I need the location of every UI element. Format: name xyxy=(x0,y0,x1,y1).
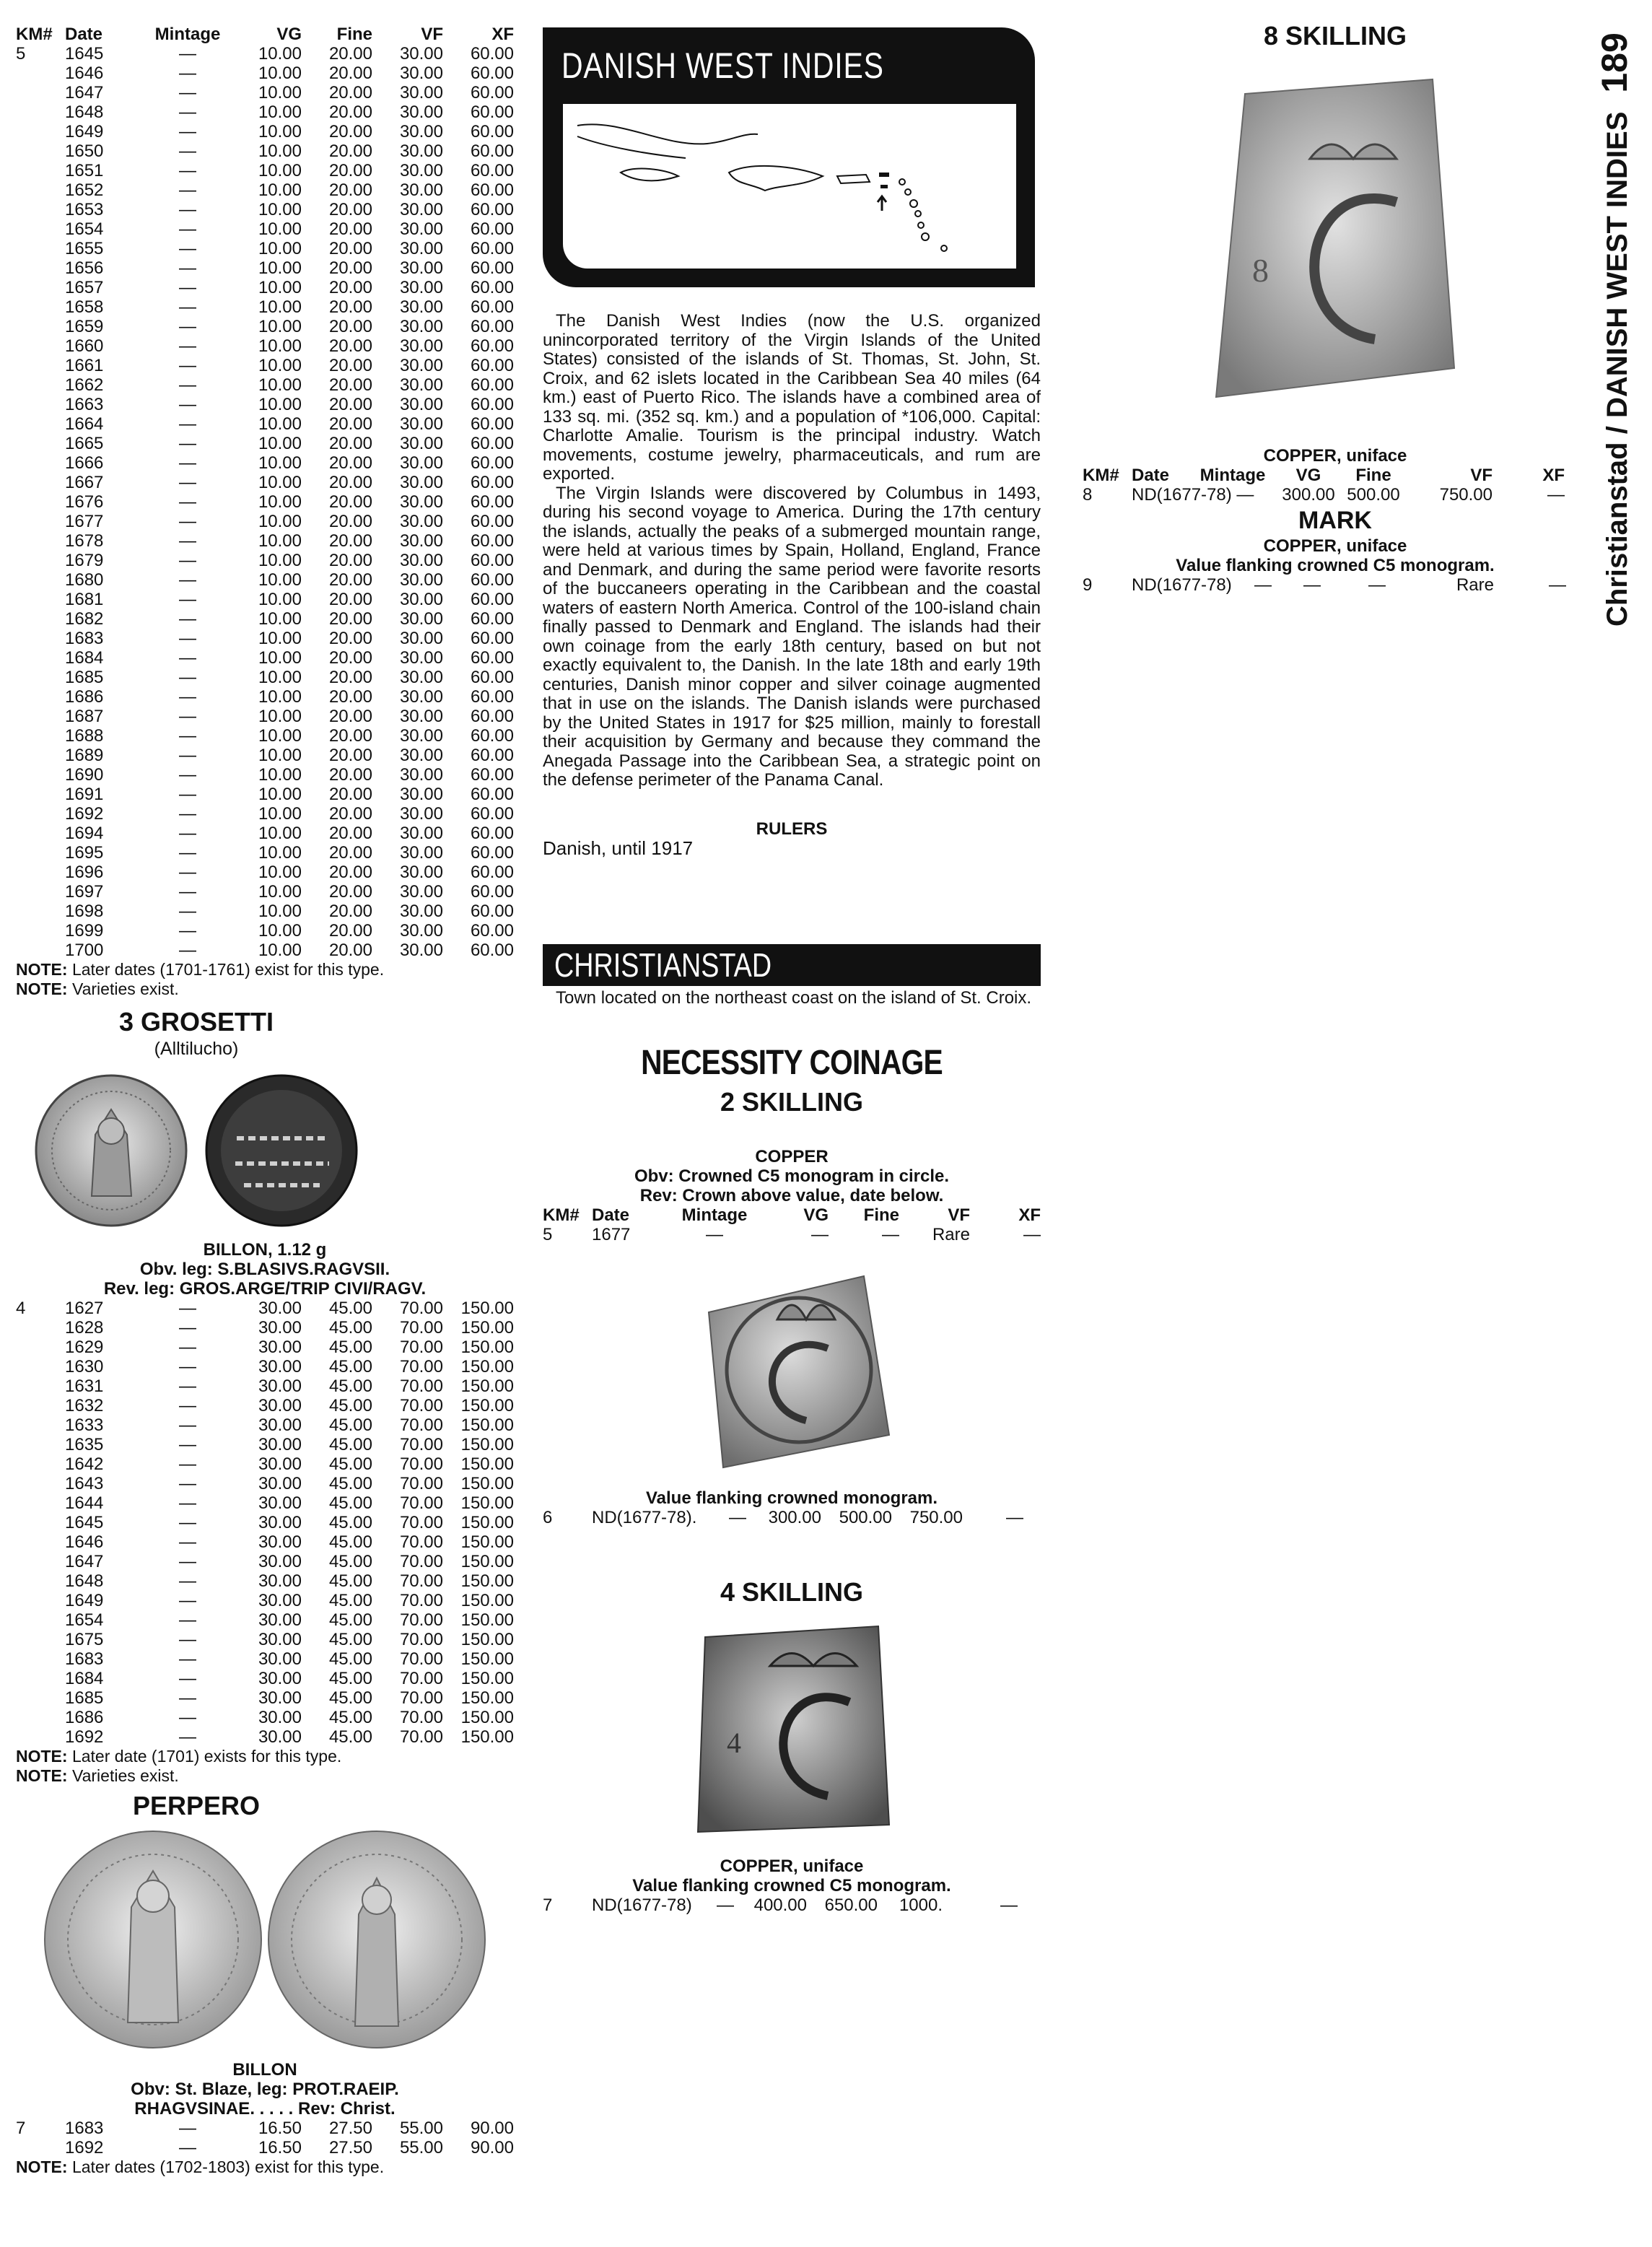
table-row: 9 ND(1677-78) — — — Rare — xyxy=(1083,575,1566,595)
hdr-xf: XF xyxy=(1018,1205,1041,1225)
sk2-obverse: Obv: Crowned C5 monogram in circle. xyxy=(634,1166,950,1186)
column-right xyxy=(1083,0,1588,595)
table-row: 1656 — 10.00 20.00 30.00 60.00 xyxy=(65,258,514,278)
table-row: 1679 — 10.00 20.00 30.00 60.00 xyxy=(65,551,514,570)
grosetti-obverse-legend: Obv. leg: S.BLASIVS.RAGVSII. xyxy=(139,1260,390,1279)
km8-table xyxy=(1083,466,1565,505)
perpero-obverse-legend: Obv: St. Blaze, leg: PROT.RAEIP. xyxy=(131,2080,399,2099)
perpero-images xyxy=(16,1828,514,2051)
hdr-km: KM# xyxy=(16,25,53,44)
table-row: 1667 — 10.00 20.00 30.00 60.00 xyxy=(65,473,514,492)
hdr-vf: VF xyxy=(948,1205,970,1225)
km7-note-dates: NOTE: Later dates (1702-1803) exist for this type. xyxy=(16,2157,385,2176)
table-row: 7 ND(1677-78) — 400.00 650.00 1000. — xyxy=(543,1895,1018,1915)
table-row: 1644 — 30.00 45.00 70.00 150.00 xyxy=(65,1493,514,1513)
hdr-date: Date xyxy=(592,1205,630,1225)
table-row: 5 1645 — 10.00 20.00 30.00 60.00 xyxy=(16,44,514,64)
rulers-text: Danish, until 1917 xyxy=(543,837,694,859)
table-header xyxy=(543,1205,1041,1225)
table-row: 1632 — 30.00 45.00 70.00 150.00 xyxy=(65,1396,514,1415)
table-row: 6 ND(1677-78). — 300.00 500.00 750.00 — xyxy=(543,1507,1023,1527)
table-row: 1631 — 30.00 45.00 70.00 150.00 xyxy=(65,1376,514,1396)
grosetti-reverse-legend: Rev. leg: GROS.ARGE/TRIP CIVI/RAGV. xyxy=(103,1279,427,1299)
table-row: 1692 — 16.50 27.50 55.00 90.00 xyxy=(65,2138,514,2157)
table-row: 1697 — 10.00 20.00 30.00 60.00 xyxy=(65,882,514,902)
table-row: 1700 — 10.00 20.00 30.00 60.00 xyxy=(65,941,514,960)
hdr-fine: Fine xyxy=(336,25,372,44)
perpero-reverse-image xyxy=(265,1828,489,2051)
mint-title: CHRISTIANSTAD xyxy=(554,946,772,984)
perpero-reverse-legend: RHAGVSINAE. . . . . Rev: Christ. xyxy=(134,2099,395,2119)
hdr-vg: VG xyxy=(276,25,302,44)
table-row: 1649 — 10.00 20.00 30.00 60.00 xyxy=(65,122,514,141)
sk8-coin-image xyxy=(1202,65,1469,426)
hdr-date: Date xyxy=(1132,466,1170,485)
grosetti-images xyxy=(16,1070,377,1231)
table-row: 1646 — 30.00 45.00 70.00 150.00 xyxy=(65,1532,514,1552)
table-row: 1678 — 10.00 20.00 30.00 60.00 xyxy=(65,531,514,551)
page-number: 189 xyxy=(1594,32,1635,93)
km4-table xyxy=(16,1299,514,1747)
running-head xyxy=(1588,0,1646,635)
running-head-title: Christianstad / DANISH WEST INDIES xyxy=(1601,111,1633,627)
table-row: 1684 — 30.00 45.00 70.00 150.00 xyxy=(65,1669,514,1688)
table-row: 1680 — 10.00 20.00 30.00 60.00 xyxy=(65,570,514,590)
mark-metal: COPPER, uniface xyxy=(1263,536,1407,556)
mint-banner xyxy=(543,944,1041,986)
km5-note-dates: NOTE: Later dates (1701-1761) exist for this type. xyxy=(16,960,385,979)
perpero-metal: BILLON xyxy=(232,2060,297,2080)
km5-table xyxy=(16,25,514,960)
km4-note-date: NOTE: Later date (1701) exists for this type. xyxy=(16,1747,342,1766)
hdr-fine: Fine xyxy=(1355,466,1391,485)
km7-table-christianstad xyxy=(543,1895,1018,1915)
table-row: 1651 — 10.00 20.00 30.00 60.00 xyxy=(65,161,514,180)
table-row: 1690 — 10.00 20.00 30.00 60.00 xyxy=(65,765,514,785)
table-row: 1628 — 30.00 45.00 70.00 150.00 xyxy=(65,1318,514,1338)
intro-paragraph-1: The Danish West Indies (now the U.S. organized unincorporated territory of the Virgin Islands of the United States) consisted of the islands of St. Thomas, St. John, St. Croix, and 62 islets located in the Caribbean Sea 40 miles (64 km.) east of Puerto Rico. The islands have a combined area of 133 sq. mi. (352 sq. km.) and a population of *106,000. Capital: Charlotte Amalie. Tourism is the principal industry. Watch movements, costume jewelry, pharmaceuticals, and rum are exported. xyxy=(543,311,1041,484)
sk4-coin-image xyxy=(683,1615,900,1846)
grosetti-reverse-image xyxy=(201,1070,362,1231)
grosetti-heading: 3 GROSETTI xyxy=(118,1007,274,1037)
table-row: 1648 — 30.00 45.00 70.00 150.00 xyxy=(65,1571,514,1591)
table-row: 1698 — 10.00 20.00 30.00 60.00 xyxy=(65,902,514,921)
table-row: 1642 — 30.00 45.00 70.00 150.00 xyxy=(65,1454,514,1474)
intro-paragraph-2: The Virgin Islands were discovered by Columbus in 1493, during his second voyage to America. During the 17th century the islands, actually the peaks of a submerged mountain range, were held at various times by Spain, Holland, England, France and Denmark, and during the same period were favorite resorts of the buccaneers operating in the Caribbean and the coastal waters of eastern North America. Control of the 100-island chain finally passed to Denmark and England. The islands had their own coinage from the early 18th century, based on but not exactly equivalent to, the Danish. In the late 18th and early 19th centuries, Danish minor copper and silver coinage augmented that in use on the islands. The Danish islands were purchased by the United States in 1917 for $25 million, mainly to forestall their acquisition by Germany and because they command the Anegada Passage into the Caribbean Sea, a strategic point on the defense perimeter of the Panama Canal. xyxy=(543,483,1041,790)
column-left xyxy=(16,0,514,2177)
sk2-metal: COPPER xyxy=(755,1146,829,1166)
hdr-mintage: Mintage xyxy=(154,25,221,44)
table-row: 1683 — 10.00 20.00 30.00 60.00 xyxy=(65,629,514,648)
km5-christianstad-table xyxy=(543,1205,1041,1244)
table-row: 1652 — 10.00 20.00 30.00 60.00 xyxy=(65,180,514,200)
running-head-text xyxy=(1594,32,1635,627)
km7-description: Value flanking crowned C5 monogram. xyxy=(632,1875,951,1895)
table-row: 1660 — 10.00 20.00 30.00 60.00 xyxy=(65,336,514,356)
sk8-image-wrap xyxy=(1083,65,1588,426)
table-row: 1692 — 10.00 20.00 30.00 60.00 xyxy=(65,804,514,824)
sk2-image-wrap xyxy=(543,1262,1041,1478)
grosetti-metal: BILLON, 1.12 g xyxy=(203,1240,327,1260)
km6-table xyxy=(543,1508,1023,1527)
table-row: 1663 — 10.00 20.00 30.00 60.00 xyxy=(65,395,514,414)
table-row: 1675 — 30.00 45.00 70.00 150.00 xyxy=(65,1630,514,1649)
table-row: 1664 — 10.00 20.00 30.00 60.00 xyxy=(65,414,514,434)
table-row: 1688 — 10.00 20.00 30.00 60.00 xyxy=(65,726,514,746)
svg-text:4: 4 xyxy=(727,1726,741,1759)
table-row: 1648 — 10.00 20.00 30.00 60.00 xyxy=(65,102,514,122)
mark-heading: MARK xyxy=(1298,507,1372,534)
table-row: 1676 — 10.00 20.00 30.00 60.00 xyxy=(65,492,514,512)
table-row: 1630 — 30.00 45.00 70.00 150.00 xyxy=(65,1357,514,1376)
table-row: 1692 — 30.00 45.00 70.00 150.00 xyxy=(65,1727,514,1747)
table-row: 1646 — 10.00 20.00 30.00 60.00 xyxy=(65,64,514,83)
table-row: 1686 — 30.00 45.00 70.00 150.00 xyxy=(65,1708,514,1727)
table-row: 1649 — 30.00 45.00 70.00 150.00 xyxy=(65,1591,514,1610)
km4-rows xyxy=(16,1299,514,1747)
table-row: 1677 — 10.00 20.00 30.00 60.00 xyxy=(65,512,514,531)
table-row: 1699 — 10.00 20.00 30.00 60.00 xyxy=(65,921,514,941)
sk2-coin-image xyxy=(683,1262,900,1478)
table-row: 1658 — 10.00 20.00 30.00 60.00 xyxy=(65,297,514,317)
table-row: 1685 — 10.00 20.00 30.00 60.00 xyxy=(65,668,514,687)
table-row: 1655 — 10.00 20.00 30.00 60.00 xyxy=(65,239,514,258)
sk2-heading: 2 SKILLING xyxy=(720,1086,864,1117)
table-row: 5 1677 — — — Rare — xyxy=(543,1224,1041,1244)
table-row: 8 ND(1677-78) — 300.00 500.00 750.00 — xyxy=(1083,485,1565,505)
hdr-km: KM# xyxy=(543,1205,580,1225)
km5-rows xyxy=(16,44,514,960)
sk2-reverse: Rev: Crown above value, date below. xyxy=(639,1185,944,1205)
table-row: 1633 — 30.00 45.00 70.00 150.00 xyxy=(65,1415,514,1435)
table-row: 1694 — 10.00 20.00 30.00 60.00 xyxy=(65,824,514,843)
sk4-image-wrap xyxy=(543,1615,1041,1846)
km7-rows xyxy=(16,2119,514,2157)
sk8-metal: COPPER, uniface xyxy=(1263,446,1407,466)
table-row: 1661 — 10.00 20.00 30.00 60.00 xyxy=(65,356,514,375)
perpero-obverse-image xyxy=(41,1828,265,2051)
table-row: 1659 — 10.00 20.00 30.00 60.00 xyxy=(65,317,514,336)
table-row: 1695 — 10.00 20.00 30.00 60.00 xyxy=(65,843,514,863)
table-header xyxy=(1083,466,1565,485)
table-row: 1684 — 10.00 20.00 30.00 60.00 xyxy=(65,648,514,668)
table-row: 1696 — 10.00 20.00 30.00 60.00 xyxy=(65,863,514,882)
hdr-xf: XF xyxy=(1542,466,1565,485)
km5-note-varieties: NOTE: Varieties exist. xyxy=(16,979,179,998)
mark-description: Value flanking crowned C5 monogram. xyxy=(1176,556,1495,575)
necessity-heading: NECESSITY COINAGE xyxy=(641,1043,943,1082)
table-row: 1683 — 30.00 45.00 70.00 150.00 xyxy=(65,1649,514,1669)
km7-table xyxy=(16,2119,514,2157)
hdr-date: Date xyxy=(65,25,103,44)
table-row: 1686 — 10.00 20.00 30.00 60.00 xyxy=(65,687,514,707)
svg-text:8: 8 xyxy=(1252,252,1269,289)
table-header xyxy=(16,25,514,44)
hdr-vf: VF xyxy=(1470,466,1493,485)
grosetti-subtitle: (Alltilucho) xyxy=(154,1039,239,1059)
km6-description: Value flanking crowned monogram. xyxy=(645,1488,938,1508)
table-row: 1681 — 10.00 20.00 30.00 60.00 xyxy=(65,590,514,609)
column-middle xyxy=(543,0,1041,1915)
km9-table xyxy=(1083,575,1566,595)
sk4-heading: 4 SKILLING xyxy=(720,1576,864,1607)
table-row: 1653 — 10.00 20.00 30.00 60.00 xyxy=(65,200,514,219)
grosetti-obverse-image xyxy=(30,1070,192,1231)
table-row: 4 1627 — 30.00 45.00 70.00 150.00 xyxy=(16,1299,514,1318)
table-row: 1689 — 10.00 20.00 30.00 60.00 xyxy=(65,746,514,765)
rulers-heading: RULERS xyxy=(756,819,828,839)
table-row: 1647 — 10.00 20.00 30.00 60.00 xyxy=(65,83,514,102)
hdr-mintage: Mintage xyxy=(1199,466,1266,485)
table-row: 1650 — 10.00 20.00 30.00 60.00 xyxy=(65,141,514,161)
table-row: 1685 — 30.00 45.00 70.00 150.00 xyxy=(65,1688,514,1708)
sk8-heading: 8 SKILLING xyxy=(1263,21,1407,51)
km4-note-varieties: NOTE: Varieties exist. xyxy=(16,1766,179,1785)
table-row: 1666 — 10.00 20.00 30.00 60.00 xyxy=(65,453,514,473)
table-row: 7 1683 — 16.50 27.50 55.00 90.00 xyxy=(16,2119,514,2138)
table-row: 1629 — 30.00 45.00 70.00 150.00 xyxy=(65,1338,514,1357)
country-title: DANISH WEST INDIES xyxy=(561,45,884,86)
hdr-mintage: Mintage xyxy=(681,1205,748,1225)
table-row: 1682 — 10.00 20.00 30.00 60.00 xyxy=(65,609,514,629)
perpero-heading: PERPERO xyxy=(132,1791,261,1820)
table-row: 1662 — 10.00 20.00 30.00 60.00 xyxy=(65,375,514,395)
table-row: 1657 — 10.00 20.00 30.00 60.00 xyxy=(65,278,514,297)
country-banner xyxy=(543,27,1035,287)
hdr-vf: VF xyxy=(421,25,443,44)
hdr-km: KM# xyxy=(1083,466,1119,485)
table-row: 1647 — 30.00 45.00 70.00 150.00 xyxy=(65,1552,514,1571)
table-row: 1635 — 30.00 45.00 70.00 150.00 xyxy=(65,1435,514,1454)
table-row: 1665 — 10.00 20.00 30.00 60.00 xyxy=(65,434,514,453)
table-row: 1654 — 30.00 45.00 70.00 150.00 xyxy=(65,1610,514,1630)
hdr-vg: VG xyxy=(1295,466,1321,485)
table-row: 1643 — 30.00 45.00 70.00 150.00 xyxy=(65,1474,514,1493)
km7-metal: COPPER, uniface xyxy=(720,1856,864,1876)
hdr-fine: Fine xyxy=(863,1205,899,1225)
table-row: 1654 — 10.00 20.00 30.00 60.00 xyxy=(65,219,514,239)
table-row: 1645 — 30.00 45.00 70.00 150.00 xyxy=(65,1513,514,1532)
table-row: 1687 — 10.00 20.00 30.00 60.00 xyxy=(65,707,514,726)
mint-description: Town located on the northeast coast on the island of St. Croix. xyxy=(556,988,1032,1008)
caribbean-map xyxy=(563,104,1016,269)
hdr-vg: VG xyxy=(803,1205,829,1225)
hdr-xf: XF xyxy=(491,25,514,44)
table-row: 1691 — 10.00 20.00 30.00 60.00 xyxy=(65,785,514,804)
